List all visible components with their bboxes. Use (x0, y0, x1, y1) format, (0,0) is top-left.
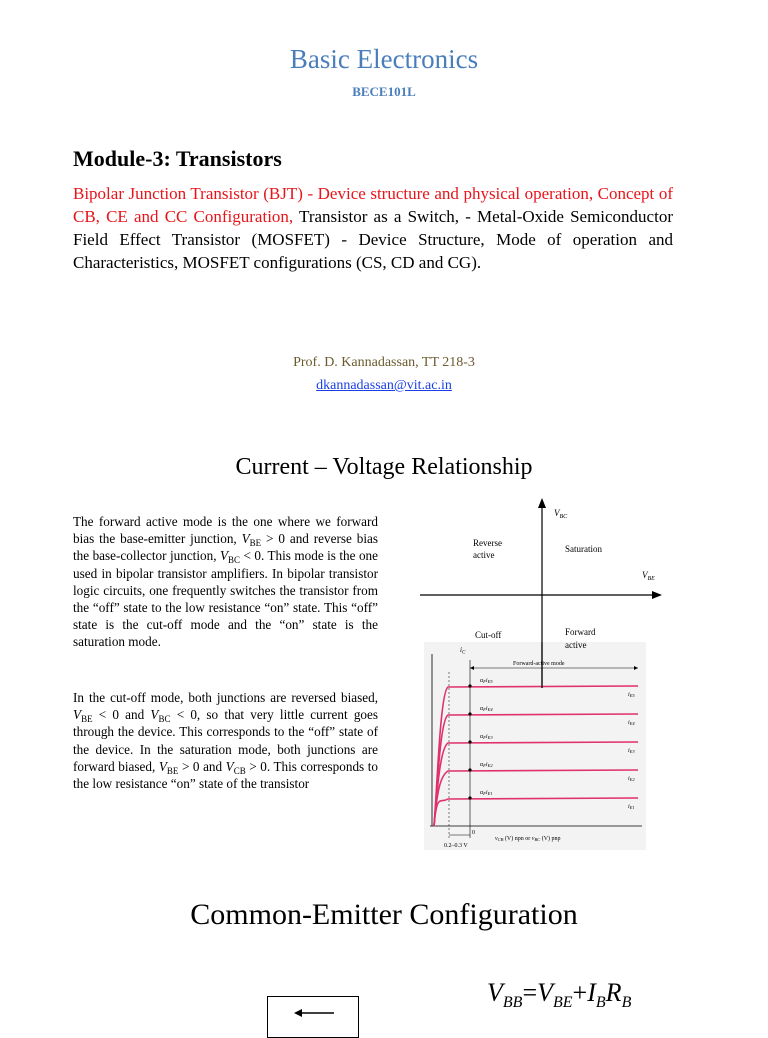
eq-plus: + (572, 978, 588, 1007)
x-label-sub2: BC (534, 837, 541, 843)
slide-title-ce: Common-Emitter Configuration (190, 898, 578, 931)
quadrant-cutoff: Cut-off (475, 630, 502, 640)
var: V (73, 707, 82, 723)
curve-knee-dot (468, 740, 471, 743)
curve-knee-dot (468, 768, 471, 771)
var-sub: CB (233, 765, 246, 776)
forward-active-mode-label: Forward-active mode (513, 661, 565, 667)
quadrant-saturation: Saturation (565, 544, 602, 554)
x-label-v: v (495, 836, 498, 842)
curve-label: αFiE4 (480, 706, 493, 712)
eq-r: R (605, 978, 622, 1007)
current-arrow-icon (268, 997, 358, 1025)
module-title: Module-3: Transistors (73, 146, 282, 171)
eq-sub: BE (553, 994, 573, 1011)
instructor-name: Prof. D. Kannadassan, TT 218-3 (293, 355, 475, 370)
var: V (150, 707, 159, 723)
quadrant-reverse-active-2: active (473, 550, 495, 560)
curve-knee-dot (468, 684, 471, 687)
curve-knee-dot (468, 796, 471, 799)
curve-right-label: iE4 (628, 720, 635, 726)
vbe-label (642, 570, 655, 582)
vbe-label-v: V (642, 570, 648, 580)
vbe-arrowhead (652, 591, 662, 599)
circuit-diagram (267, 996, 359, 1038)
slide-title-iv: Current – Voltage Relationship (235, 454, 533, 480)
origin-label: 0 (472, 830, 475, 836)
var-sub: BC (228, 555, 241, 566)
curve-right-label: iE5 (628, 692, 635, 698)
sat-voltage-label: 0.2–0.3 V (444, 843, 468, 849)
x-axis-label (495, 835, 561, 842)
curve-right-label: iE2 (628, 776, 635, 782)
x-label-v2: v (531, 836, 535, 842)
var-sub: BE (249, 538, 262, 549)
text-run: In the cut-off mode, both junctions are reversed biased, (73, 690, 378, 705)
curve-label: αFiE2 (480, 762, 493, 768)
var: V (158, 758, 167, 774)
eq-v: V (487, 978, 503, 1007)
eq-sub: BB (502, 994, 523, 1011)
x-label-rest2: (V) pnp (540, 836, 561, 842)
paragraph-cutoff-saturation (73, 689, 378, 792)
curve-label: αFiE3 (480, 734, 493, 740)
ic-axis-sub: C (461, 650, 466, 656)
text-run: > 0 and reverse bias the base-collector junction, (73, 531, 378, 564)
curve-right-label: iE3 (628, 748, 635, 754)
eq-equals: = (522, 978, 538, 1007)
bjt-mode-diagram (420, 492, 670, 852)
course-title: Basic Electronics (289, 44, 479, 74)
curve-knee-dot (468, 712, 471, 715)
x-label-rest: (V) npn or (503, 836, 532, 842)
vbe-label-sub: BE (647, 576, 655, 582)
quadrant-reverse-active-1: Reverse (473, 538, 502, 548)
curve-label: αFiE1 (480, 790, 493, 796)
var: V (225, 758, 234, 774)
curve-right-label: iE1 (628, 804, 635, 810)
course-code: BECE101L (352, 84, 416, 99)
syllabus-rest: Transistor as a Switch, - Metal-Oxide Semiconductor Field Effect Transistor (MOSFET) - Device Structure, Mode of operation and Characteristics, MOSFET configurations (CS, CD and CG). (73, 207, 673, 272)
vbc-arrowhead (538, 498, 546, 508)
var-sub: BC (158, 714, 171, 725)
text-run: The forward active mode is the one where we forward bias the base-emitter junction, (73, 514, 378, 547)
email-link[interactable]: dkannadassan@vit.ac.in (316, 378, 452, 393)
var-sub: BE (81, 714, 93, 725)
vbc-label-sub: BC (559, 514, 568, 520)
text-run: > 0. This corresponds to the low resistance “on” state of the transistor (73, 758, 378, 792)
kvl-equation (487, 978, 632, 1011)
var-sub: BE (166, 765, 179, 776)
eq-v: V (537, 978, 553, 1007)
vbc-label-v: V (554, 508, 560, 518)
instructor-email (0, 378, 768, 394)
eq-i: I (587, 978, 596, 1007)
text-run: < 0 and (92, 707, 151, 723)
paragraph-forward-active (73, 513, 378, 651)
x-label-sub: CB (497, 837, 504, 843)
text-run: < 0, so that very little current goes through the device. This corresponds to the “off” state of the device. In the saturation mode, both junctions are forward biased, (73, 707, 378, 774)
quadrant-forward-active-2: active (565, 640, 587, 650)
ic-axis-i: i (460, 646, 462, 654)
var: V (241, 531, 250, 547)
module-syllabus (73, 182, 673, 274)
eq-sub: B (621, 994, 632, 1011)
syllabus-highlight: Bipolar Junction Transistor (BJT) - Device structure and physical operation, Concept of CB, CE and CC Configuration, (73, 184, 673, 226)
eq-sub: B (595, 994, 606, 1011)
var: V (219, 548, 229, 564)
quadrant-forward-active-1: Forward (565, 627, 596, 637)
vbc-label (554, 508, 568, 520)
characteristics-background (424, 642, 646, 850)
curve-label: αFiE5 (480, 678, 493, 684)
text-run: < 0. This mode is the one used in bipolar transistor amplifiers. In bipolar transistor logic circuits, one frequently switches the transistor from the “off” state to the low resistance “on” state. This “off” state is the cut-off mode and the “on” state is the saturation mode. (73, 548, 378, 650)
text-run: > 0 and (178, 758, 226, 774)
